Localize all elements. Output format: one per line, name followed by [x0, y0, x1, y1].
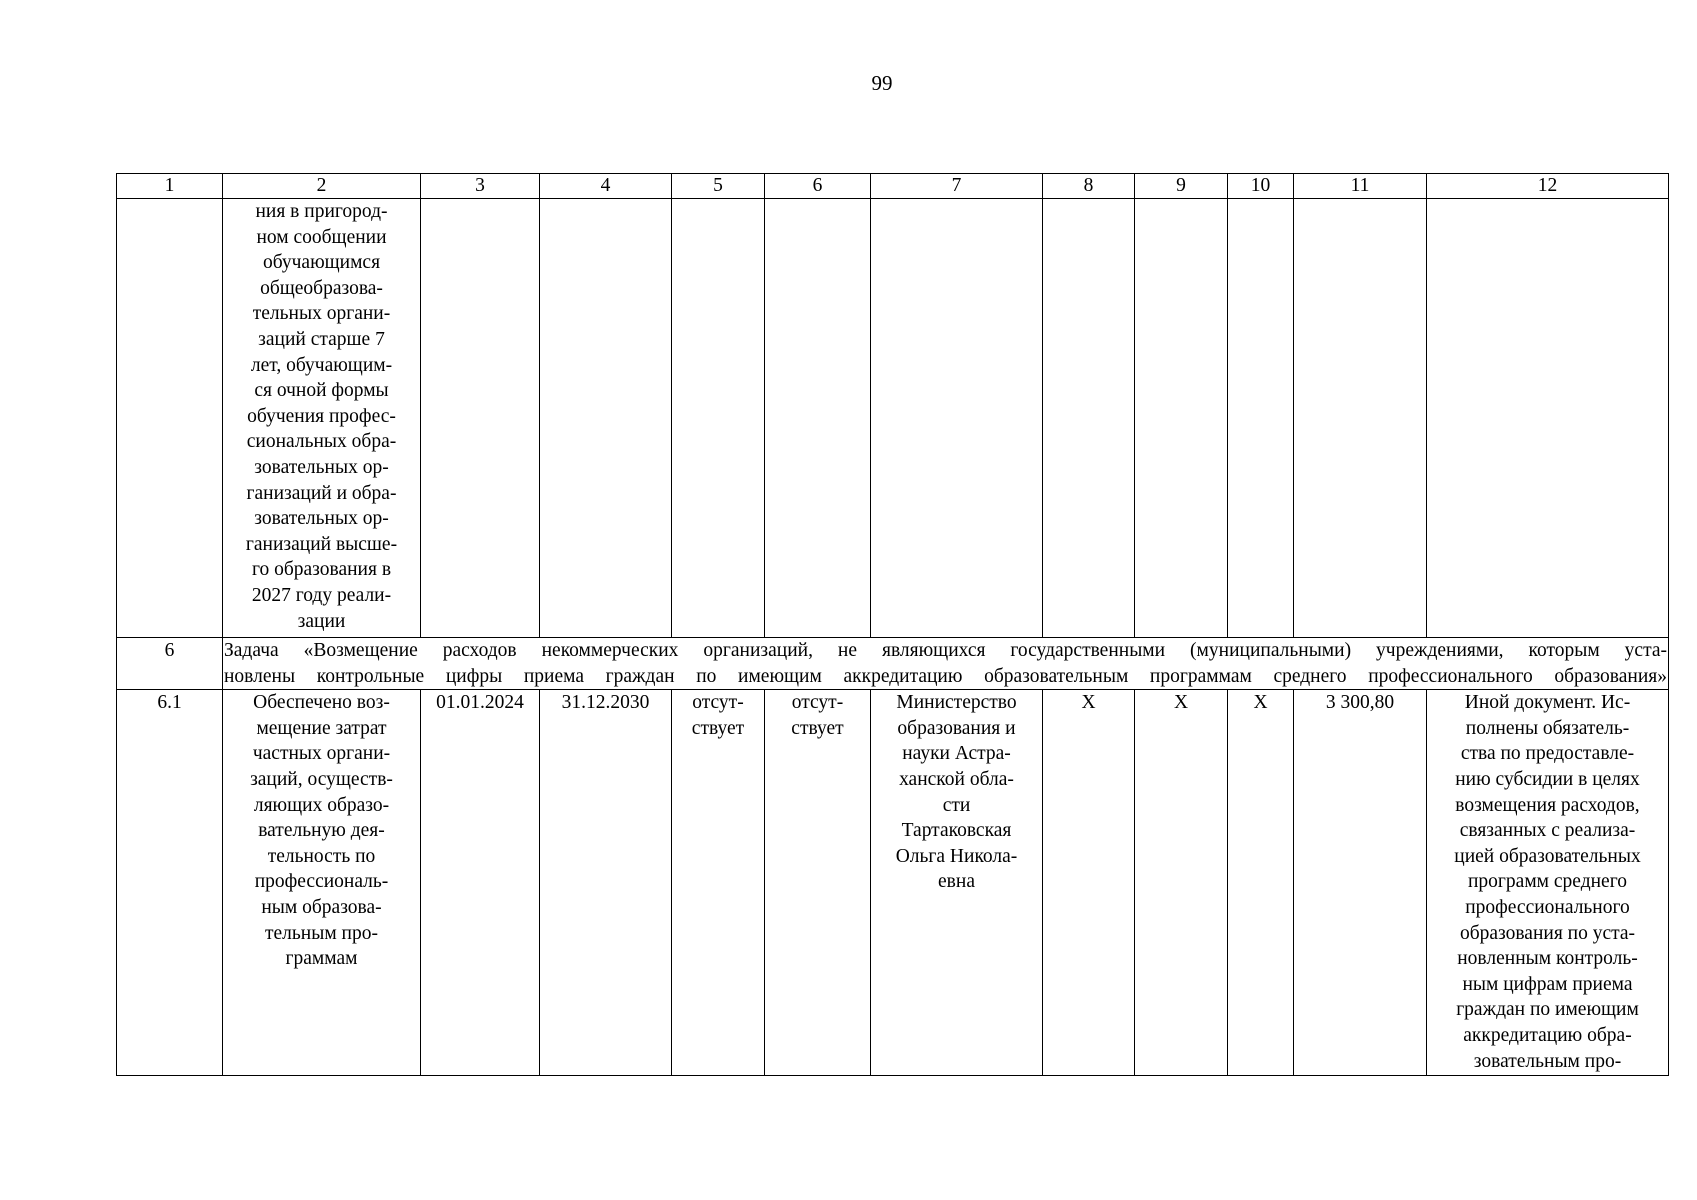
cell-empty: [117, 199, 223, 638]
column-9-value: X: [1135, 690, 1228, 1076]
task-title-line-2: новлены контрольные цифры приема граждан по имеющим аккредитацию образовательным программам среднего профессионального образования»: [224, 665, 1667, 687]
task-title: [223, 638, 1669, 690]
column-header-8: 8: [1043, 174, 1135, 199]
cell-empty: [871, 199, 1043, 638]
column-8-value: X: [1043, 690, 1135, 1076]
column-number-row: [117, 174, 1669, 199]
cell-empty: [765, 199, 871, 638]
result-description: Обеспечено воз- мещение затрат частных органи- заций, осуществ- ляющих образо- вательную дея- тельность по профессиональ- ным образова- тельным про- граммам: [223, 690, 421, 1076]
continuation-row: [117, 199, 1669, 638]
amount-value: 3 300,80: [1294, 690, 1427, 1076]
end-date: 31.12.2030: [540, 690, 672, 1076]
task-number: 6: [117, 638, 223, 690]
row-number: 6.1: [117, 690, 223, 1076]
column-header-11: 11: [1294, 174, 1427, 199]
table-row-6-1: [117, 690, 1669, 1076]
cell-empty: [1135, 199, 1228, 638]
column-header-1: 1: [117, 174, 223, 199]
column-header-3: 3: [421, 174, 540, 199]
column-header-10: 10: [1228, 174, 1294, 199]
column-header-4: 4: [540, 174, 672, 199]
cell-empty: [1294, 199, 1427, 638]
cell-empty: [1228, 199, 1294, 638]
column-header-7: 7: [871, 174, 1043, 199]
column-header-5: 5: [672, 174, 765, 199]
responsible-executor: Министерство образования и науки Астра- ханской обла- сти Тартаковская Ольга Никола- евна: [871, 690, 1043, 1076]
continued-result-text: ния в пригород- ном сообщении обучающимся общеобразова- тельных органи- заций старше 7 лет, обучающим- ся очной формы обучения профес- сиональных обра- зовательных ор- ганизаций и обра- зовательных ор- ганизаций высше- го образования в 2027 году реали- зации: [223, 199, 421, 638]
column-header-9: 9: [1135, 174, 1228, 199]
column-6-value: отсут- ствует: [765, 690, 871, 1076]
task-row: [117, 638, 1669, 690]
cell-empty: [672, 199, 765, 638]
column-5-value: отсут- ствует: [672, 690, 765, 1076]
column-10-value: X: [1228, 690, 1294, 1076]
column-header-2: 2: [223, 174, 421, 199]
cell-empty: [1043, 199, 1135, 638]
cell-empty: [540, 199, 672, 638]
cell-empty: [1427, 199, 1669, 638]
supporting-document: Иной документ. Ис- полнены обязатель- ства по предоставле- нию субсидии в целях возмещения расходов, связанных с реализа- цией образовательных программ среднего профессионального образования по уста- новленным контроль- ным цифрам приема граждан по имеющим аккредитацию обра- зовательным про-: [1427, 690, 1669, 1076]
plan-table: [116, 173, 1669, 1076]
column-header-12: 12: [1427, 174, 1669, 199]
cell-empty: [421, 199, 540, 638]
column-header-6: 6: [765, 174, 871, 199]
task-title-line-1: Задача «Возмещение расходов некоммерческих организаций, не являющихся государственными (муниципальными) учреждениями, которым уста-: [224, 640, 1667, 661]
start-date: 01.01.2024: [421, 690, 540, 1076]
page-number: 99: [871, 71, 893, 95]
